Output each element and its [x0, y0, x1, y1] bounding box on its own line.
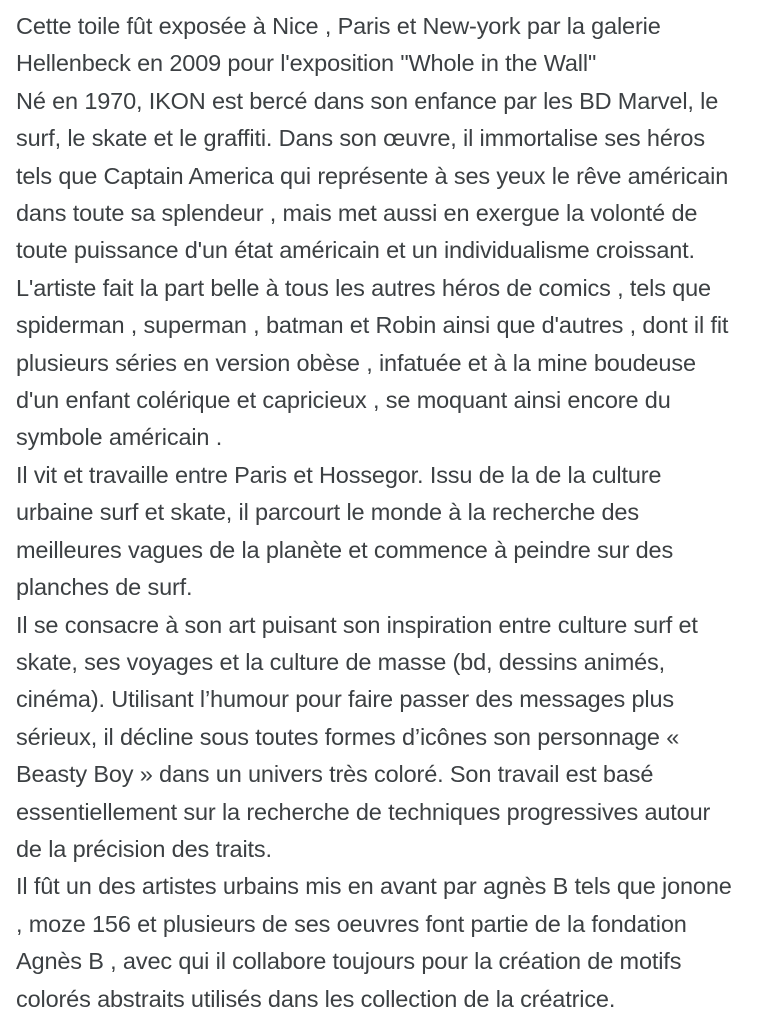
text-line: Hellenbeck en 2009 pour l'exposition "Whole in the Wall" [16, 50, 597, 77]
text-line: tels que Captain America qui représente à ses yeux le rêve américain [16, 162, 729, 189]
article-text [16, 8, 753, 1018]
text-line: cinéma). Utilisant l’humour pour faire passer des messages plus [16, 686, 674, 713]
text-line: dans toute sa splendeur , mais met aussi en exergue la volonté de [16, 200, 698, 227]
text-line: d'un enfant colérique et capricieux , se moquant ainsi encore du [16, 387, 671, 414]
text-line: spiderman , superman , batman et Robin ainsi que d'autres , dont il fit [16, 312, 729, 339]
text-line: urbaine surf et skate, il parcourt le monde à la recherche des [16, 499, 639, 526]
text-line: essentiellement sur la recherche de techniques progressives autour [16, 798, 711, 825]
text-line: skate, ses voyages et la culture de masse (bd, dessins animés, [16, 648, 666, 675]
text-line: Agnès B , avec qui il collabore toujours pour la création de motifs [16, 948, 682, 975]
text-line: Beasty Boy » dans un univers très coloré. Son travail est basé [16, 761, 654, 788]
text-line: L'artiste fait la part belle à tous les autres héros de comics , tels que [16, 274, 711, 301]
text-line: de la précision des traits. [16, 835, 272, 862]
text-line: Né en 1970, IKON est bercé dans son enfance par les BD Marvel, le [16, 87, 719, 114]
text-line: colorés abstraits utilisés dans les collection de la créatrice. [16, 985, 616, 1012]
text-line: toute puissance d'un état américain et un individualisme croissant. [16, 237, 695, 264]
text-line: plusieurs séries en version obèse , infatuée et à la mine boudeuse [16, 349, 696, 376]
text-line: , moze 156 et plusieurs de ses oeuvres font partie de la fondation [16, 910, 687, 937]
text-line: surf, le skate et le graffiti. Dans son œuvre, il immortalise ses héros [16, 125, 705, 152]
text-line: Il fût un des artistes urbains mis en avant par agnès B tels que jonone [16, 873, 732, 900]
text-line: planches de surf. [16, 574, 193, 601]
text-line: Cette toile fût exposée à Nice , Paris et New-york par la galerie [16, 13, 661, 39]
text-line: Il se consacre à son art puisant son inspiration entre culture surf et [16, 611, 698, 638]
text-line: meilleures vagues de la planète et commence à peindre sur des [16, 536, 674, 563]
text-line: symbole américain . [16, 424, 223, 451]
text-line: Il vit et travaille entre Paris et Hossegor. Issu de la de la culture [16, 461, 662, 488]
text-line: sérieux, il décline sous toutes formes d’icônes son personnage « [16, 723, 680, 750]
